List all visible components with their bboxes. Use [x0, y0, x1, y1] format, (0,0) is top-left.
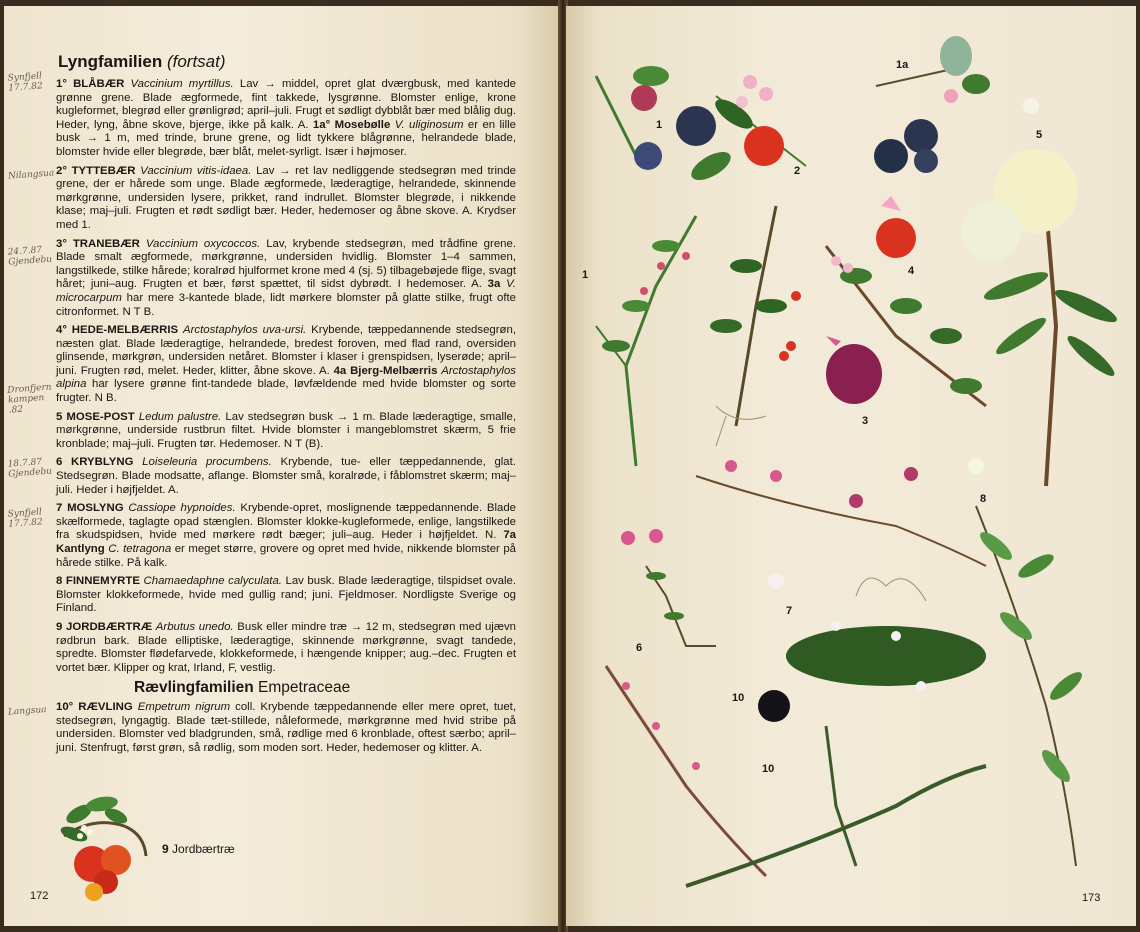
- entry-name: MOSE-POST: [66, 410, 135, 423]
- subentry-name: Mosebølle: [334, 118, 391, 131]
- entry-number: 7: [56, 502, 63, 515]
- margin-note: Synfjell 17.7.82: [7, 507, 44, 530]
- entry-name: FINNEMYRTE: [65, 575, 140, 588]
- entry-name: BLÅBÆR: [73, 78, 125, 90]
- entry-scientific-name: Loiseleuria procumbens.: [142, 456, 272, 469]
- moslyng-plant: [768, 573, 986, 691]
- entry-moslyng: [56, 502, 516, 570]
- botanical-plate: [566, 6, 1136, 926]
- entry-number: 8: [56, 575, 63, 588]
- family-heading-empetraceae: [134, 681, 516, 695]
- entry-number: 9: [56, 620, 63, 633]
- right-page: [566, 6, 1136, 926]
- family-title: Lyngfamilien: [58, 52, 163, 71]
- margin-note: 24.7.87 Gjendebu: [7, 245, 53, 268]
- entry-number: 4°: [56, 324, 67, 337]
- family-latin-name: Empetraceae: [258, 679, 351, 697]
- entry-number: 6: [56, 456, 63, 469]
- entry-number: 1°: [56, 78, 67, 90]
- entry-text: Lav → middel, opret glat dværgbusk, med kantede grønne grene. Blade ægformede, fint takkede, lysgrønne. Blomster enlige, krone kugleformet, blegrød eller grønligrød; april–juli. Frugt et sødligt dybblåt bær med blålig dug. Heder, lyng, åbne skove, bjerge, ikke på kalk. A.: [56, 78, 517, 131]
- entry-tyttebaer: [56, 165, 516, 233]
- margin-note: Synfjell 17.7.82: [7, 71, 44, 94]
- entry-name: TRANEBÆR: [72, 237, 140, 250]
- entry-text: Krybende, tæppedannende stedsegrøn, næsten glat. Blade læderagtige, helrandede, bredest foroven, med flad rand, oversiden glinsende, mørkgrøn, undersiden netåret. Blomster i klaser i grenspidsen, lyserøde; april–juni. Frugten rød, melet. Heder, klitter, åbne skove. A.: [56, 324, 516, 377]
- page-number: 173: [1082, 892, 1101, 904]
- page-number: 172: [30, 890, 49, 902]
- subentry-scientific-name: V. microcarpum: [56, 278, 517, 304]
- entry-number: 5: [56, 410, 63, 423]
- mosebolle-sprig: [874, 36, 990, 173]
- species-entries: [56, 78, 516, 760]
- subentry-number: 3a: [487, 278, 501, 291]
- left-page: [4, 6, 560, 926]
- margin-note: Dronfjern kampen .82: [7, 382, 52, 416]
- entry-scientific-name: Arbutus unedo.: [155, 620, 234, 633]
- entry-mose-post: [56, 411, 516, 452]
- plate-label: 8: [980, 493, 987, 505]
- entry-scientific-name: Vaccinium oxycoccos.: [145, 237, 261, 250]
- entry-scientific-name: Vaccinium vitis-idaea.: [140, 164, 252, 177]
- entry-raevling: [56, 701, 516, 755]
- entry-name: MOSLYNG: [67, 502, 124, 515]
- raevling-plant: [606, 666, 986, 886]
- entry-text: Krybende, tue- eller tæppedannende, glat. Stedsegrøn. Blade modsatte, aflange. Blomster små, koralrøde, i fåblomstret skærm; maj–juli. Heder i højfjeldet. A.: [56, 456, 516, 496]
- entry-text: Lav busk. Blade læderagtige, tilspidset ovale. Blomster klokkeformede, hvide med gullig rand; juni. Fjeldmoser. Nordligste Sverige og Finland.: [56, 575, 517, 615]
- entry-scientific-name: Cassiope hypnoides.: [128, 502, 236, 515]
- subentry-text: har lysere grønne fint-tandede blade, løvfældende med hvide blomster og sorte frugter. N B.: [56, 378, 516, 405]
- caption-number: 9: [162, 842, 169, 856]
- subentry-text: er en lille busk → 1 m, med trinde, brune grene, og lidt tykkere blågrønne, helrandede blade, blomster hvide eller blegrøde, bær blåt, melet-syrligt. Især i højmoser.: [56, 118, 516, 158]
- subentry-name: Kantlyng: [56, 543, 105, 555]
- plate-label: 1: [656, 119, 663, 131]
- plate-label: 2: [794, 165, 801, 177]
- subentry-scientific-name: V. uliginosum: [394, 118, 464, 131]
- subentry-name: Bjerg-Melbærris: [350, 364, 438, 377]
- entry-text: Krybende-opret, moslignende tæppedannende. Blade skælformede, taglagte opad stænglen. Blomster klokke-kugleformede, enlige, langstilkede fra skudspidsen, hvide med mørkere rødt bæger; juli–aug. Heder i højfjeldet. N.: [56, 502, 517, 542]
- entry-hede-melbaerris: [56, 324, 516, 406]
- subentry-number: 1a°: [312, 118, 331, 131]
- plate-label: 6: [636, 642, 643, 654]
- blabaer-sprig: [596, 66, 735, 186]
- margin-note: Nilangsua: [7, 168, 55, 182]
- plate-label: 1a: [896, 59, 909, 71]
- kryblyng-plant: [621, 529, 716, 646]
- entry-scientific-name: Chamaedaphne calyculata.: [143, 575, 282, 588]
- tyttebaer-shrub: [710, 206, 801, 446]
- family-suffix: (fortsat): [166, 52, 226, 71]
- mose-post-plant: [961, 98, 1120, 486]
- margin-note: Langsua: [7, 704, 48, 718]
- family-name: Rævlingfamilien: [134, 679, 254, 697]
- page-heading: [58, 52, 226, 72]
- subentry-text: har mere 3-kantede blade, lidt mørkere blomster på glatte stilke, frugt ofte citronformet. N T B.: [56, 291, 516, 318]
- entry-number: 10°: [56, 700, 74, 713]
- entry-name: HEDE-MELBÆRRIS: [71, 324, 179, 337]
- entry-scientific-name: Ledum palustre.: [138, 410, 222, 423]
- subentry-scientific-name: Arctostaphylos alpina: [56, 364, 516, 391]
- entry-text: Lav, krybende stedsegrøn, med trådfine grene. Blade smalt ægformede, mørkgrønne, undersiden hvidlig. Blomster 1–4 sammen, langstilkede, stilke hårede; koralrød hjulformet krone med 4 (sj. 5) tilbagebøjede flige, svagt håret; juni–aug. Frugten et bær, først spættet, til sidst dybrødt. I hedemoser. A.: [56, 237, 516, 291]
- subentry-number: 4a: [333, 364, 347, 377]
- margin-note: 18.7.87 Gjendebu: [7, 457, 53, 480]
- entry-text: Busk eller mindre træ → 12 m, stedsegrøn med ujævn rødbrun bark. Blade elliptiske, læderagtige, skinnende mørkgrønne, svagt tandede, spredte. Blomster flødefarvede, klokkeformede, i hængende knipper; aug.–dec. Frugten et vortet bær. Klipper og krat, Irland, F, vestlig.: [56, 620, 516, 674]
- subentry-text: er meget større, grovere og opret med hvide, nikkende blomster på hårede stilke. På kalk.: [56, 543, 516, 569]
- plate-label: 5: [1036, 129, 1043, 141]
- tranebaer-plant: [696, 460, 986, 601]
- entry-name: RÆVLING: [78, 700, 133, 713]
- entry-krybling: [56, 456, 516, 497]
- plate-label: 1: [582, 269, 589, 281]
- strawberry-tree-illustration: [54, 786, 154, 906]
- plate-label: 3: [862, 415, 869, 427]
- subentry-number: 7a: [503, 529, 516, 542]
- entry-scientific-name: Empetrum nigrum: [137, 700, 231, 713]
- entry-number: 3°: [56, 237, 67, 250]
- subentry-scientific-name: C. tetragona: [108, 543, 172, 555]
- entry-scientific-name: Arctostaphylos uva-ursi.: [183, 324, 307, 337]
- plate-label: 4: [908, 265, 915, 277]
- entry-number: 2°: [56, 164, 67, 177]
- entry-name: JORDBÆRTRÆ: [66, 620, 153, 633]
- entry-text: coll. Krybende tæppedannende eller mere opret, tuet, stedsegrøn, lyngagtig. Blade tæt-stillede, nåleformede, mørkgrønne med hvid stribe på undersiden. Blomster ved bladgrunden, små, rødlige med 6 kronblade, oftest særbo; april–juni. Stenfrugt, først grøn, så rødlig, som moden sort. Heder, hedemoser og klitter. A.: [56, 700, 517, 754]
- plate-label: 10: [762, 763, 775, 775]
- entry-name: KRYBLYNG: [71, 456, 134, 469]
- tranebaer-fruit: [826, 336, 882, 404]
- entry-scientific-name: Vaccinium myrtillus.: [130, 78, 234, 90]
- entry-jordbaertrae: [56, 621, 516, 675]
- entry-text: Lav stedsegrøn busk → 1 m. Blade læderagtige, smalle, mørkgrønne, underside rustbrun filtet. Hvide blomster i mangeblomstret skærm, 5 frie kronblade; maj–juli. Frugten tør. Hedemoser. N T (B).: [56, 410, 517, 450]
- plate-label: 10: [732, 692, 745, 704]
- illustration-caption: [162, 842, 235, 856]
- entry-name: TYTTEBÆR: [71, 164, 136, 177]
- entry-finnemyrte: [56, 575, 516, 616]
- entry-blabaer: [56, 78, 516, 160]
- blabaer-shrub: [596, 216, 696, 466]
- entry-tranebaer: [56, 238, 516, 320]
- caption-label: Jordbærtræ: [172, 842, 235, 856]
- plate-label: 7: [786, 605, 793, 617]
- entry-text: Lav → ret lav nedliggende stedsegrøn med trinde grene, der er hårede som unge. Blade ægformede, læderagtige, helrandede, skinnende mørkgrønne, undersiden lysere, prikket, rand indrullet. Blomster blegrøde, i nikkende klase; maj–juli. Frugten et rødt sødligt bær. Heder, hedemoser og åbne skove. A. Krydser med 1.: [56, 164, 517, 231]
- finnemyrte-plant: [968, 458, 1086, 866]
